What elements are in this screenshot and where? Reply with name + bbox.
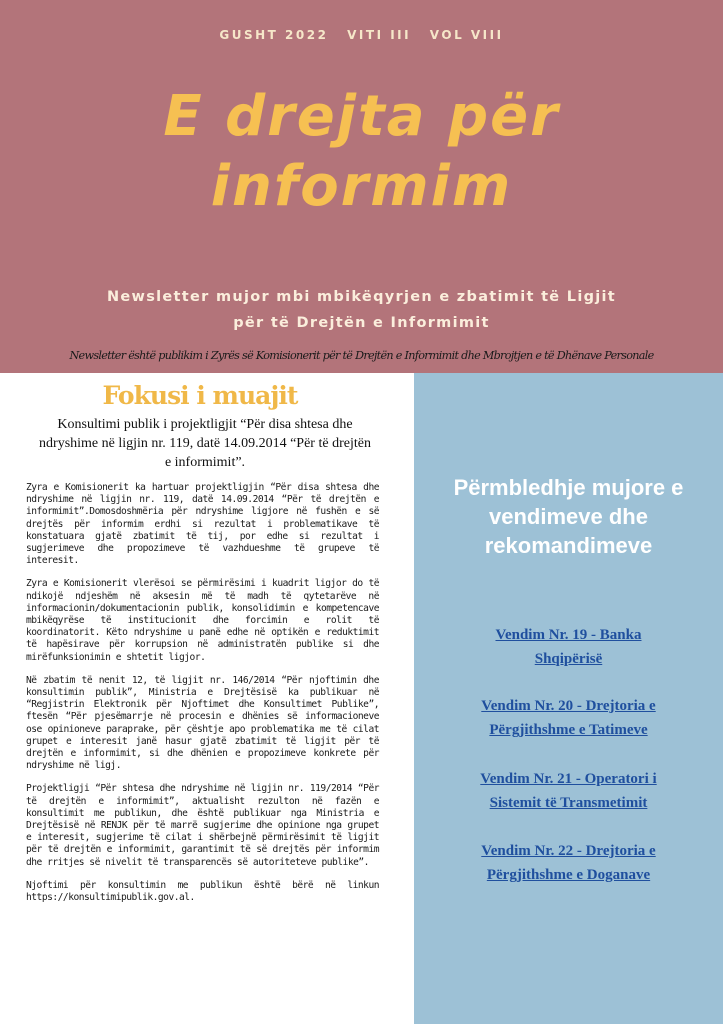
paragraph: Njoftimi për konsultimin me publikun është bërë në linkun https://konsultimipublik.gov.al.: [26, 879, 379, 904]
newsletter-title: [0, 82, 723, 222]
title-line-1: E drejta për: [163, 84, 560, 149]
paragraph: Zyra e Komisionerit vlerësoi se përmirësimi i kuadrit ligjor do të ndikojë ndjeshëm në aksesin më të madh të qytetarëve në informacionin/dokumentacionin publik, konsolidimin e kompetencave mbikëqyrëse të institucionit dhe forcimin e rolit të koordinatorit. Këto ndryshime u panë edhe në optikën e reduktimit të hapësirave për korrupsion në administratën publike si dhe mirëfunksionimin e shtetit ligjor.: [26, 578, 379, 663]
issue-line: [0, 28, 723, 42]
summary-title: Përmbledhje mujore e vendimeve dhe rekomandimeve: [453, 475, 684, 558]
issue-volume: VOL VIII: [429, 28, 504, 42]
decision-line: Vendim Nr. 21 - Operatori i: [480, 771, 657, 787]
publisher-note: Newsletter është publikim i Zyrës së Komisionerit për të Drejtën e Informimit dhe Mbrojtjen e të Dhënave Personale: [69, 349, 654, 362]
paragraph: Zyra e Komisionerit ka hartuar projektligjin “Për disa shtesa dhe ndryshime në ligjin nr. 119, datë 14.09.2014 “Për të drejtën e informimit”.Domosdoshmëria për ndryshime ligjore në fushën e së drejtës për informim erdhi si rezultat i problematikave të konstatuara gjatë zbatimit të tij, por edhe si rezultat i sugjerimeve dhe propozimeve të vazhdueshme të grupeve të interesit.: [26, 482, 379, 567]
decision-link-21[interactable]: [414, 767, 723, 815]
focus-title: Fokusi i muajit: [102, 381, 298, 410]
masthead: [0, 0, 723, 373]
decision-line: Vendim Nr. 22 - Drejtoria e: [481, 843, 656, 859]
decision-line: Vendim Nr. 19 - Banka: [495, 627, 642, 643]
focus-section: [0, 373, 413, 1024]
decision-line: Përgjithshme e Tatimeve: [489, 722, 648, 738]
decision-link-20[interactable]: [414, 694, 723, 742]
issue-year: VITI III: [347, 28, 412, 42]
paragraph: Në zbatim të nenit 12, të ligjit nr. 146/2014 “Për njoftimin dhe konsultimin publik”, Ministria e Drejtësisë ka publikuar në “Regjistrin Elektronik për Njoftimet dhe Konsultimet Publike”, ftesën “Për pjesëmarrje në procesin e dhënies së informacioneve ose opinioneve paraprake, për çështje apo problematika me të cilat grupet e interesit janë hasur gjatë zbatimit të ligjit për të drejtën e informimit, si dhe dhënien e propozimeve konkrete për ndryshime në ligj.: [26, 674, 379, 772]
paragraph: Projektligji “Për shtesa dhe ndryshime në ligjin nr. 119/2014 “Për të drejtën e informimit”, aktualisht rezulton në fazën e konsultimit me publikun, dhe është publikuar nga Ministria e Drejtësisë në RENJK për të marrë sugjerime dhe opinione nga grupet e interesit, sugjerime të cilat i shërbejnë përmirësimit të ligjit për të drejtën e informimit, garantimit të së drejtës për informim dhe rritjes së nivelit të transparencës së autoriteteve publike”.: [26, 783, 379, 868]
subtitle-line-1: Newsletter mujor mbi mbikëqyrjen e zbatimit të Ligjit: [106, 289, 617, 305]
decision-line: Shqipërisë: [534, 651, 603, 667]
focus-lead: Konsultimi publik i projektligjit “Për disa shtesa dhe ndryshime në ligjin nr. 119, datë 14.09.2014 “Për të drejtën e informimit”.: [39, 417, 371, 470]
decision-link-19[interactable]: [414, 623, 723, 671]
decision-link-22[interactable]: [414, 839, 723, 887]
decision-line: Sistemit të Transmetimit: [489, 795, 648, 811]
title-line-2: informim: [210, 154, 513, 219]
summary-sidebar: [414, 373, 723, 1024]
decision-line: Përgjithshme e Doganave: [486, 867, 651, 883]
newsletter-subtitle: [60, 284, 663, 336]
issue-month: GUSHT 2022: [219, 28, 329, 42]
decision-line: Vendim Nr. 20 - Drejtoria e: [481, 698, 656, 714]
focus-body: [26, 482, 379, 915]
subtitle-line-2: për të Drejtën e Informimit: [233, 315, 490, 331]
